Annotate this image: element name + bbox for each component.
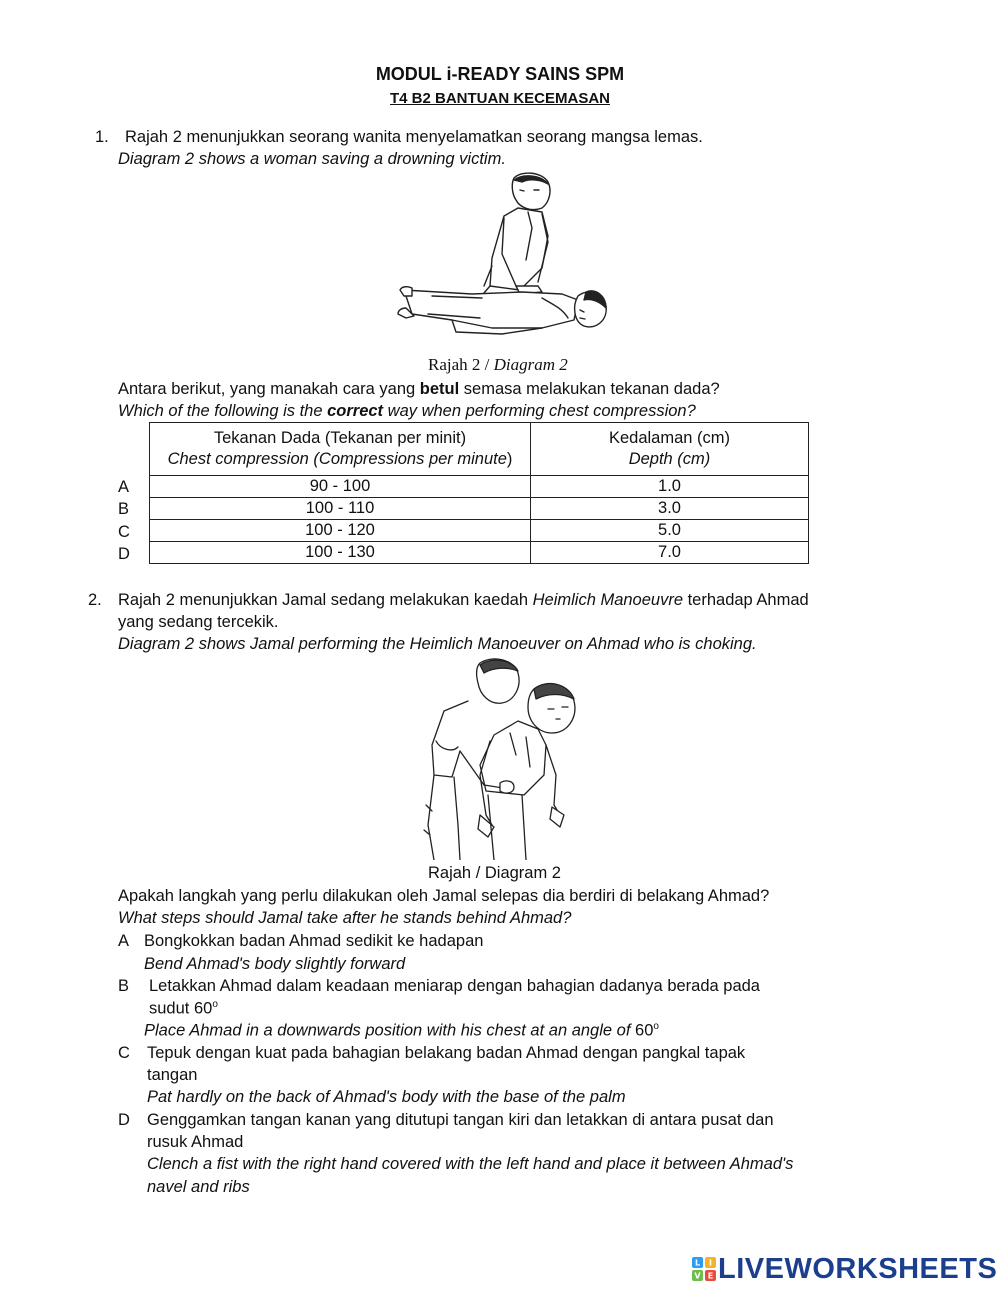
q2-option-b-en [144, 1021, 659, 1041]
table-cell-depth: 3.0 [531, 498, 809, 520]
table-row[interactable] [150, 542, 809, 564]
q2-option-c-letter[interactable]: C [118, 1044, 130, 1062]
q2-option-a-en: Bend Ahmad's body slightly forward [144, 955, 406, 973]
q2-prompt-ms: Apakah langkah yang perlu dilakukan oleh Jamal selepas dia berdiri di belakang Ahmad? [118, 887, 770, 905]
q1-prompt-en [118, 402, 696, 421]
table-row[interactable] [150, 520, 809, 542]
q2-option-c-ms-line1: Tepuk dengan kuat pada bahagian belakang badan Ahmad dengan pangkal tapak [147, 1044, 746, 1062]
q2-option-b-en-text: Place Ahmad in a downwards position with his chest at an angle of [144, 1021, 636, 1040]
table-header-rate [150, 423, 531, 476]
option-letter-c[interactable]: C [118, 523, 130, 541]
q2-option-d-ms-line2: rusuk Ahmad [147, 1133, 244, 1151]
q2-option-b-letter[interactable]: B [118, 977, 130, 995]
q2-number: 2. [88, 591, 102, 609]
logo-icon-letter: E [707, 1271, 714, 1281]
q1-prompt-ms [118, 380, 720, 399]
table-row[interactable] [150, 476, 809, 498]
q2-stem-ms-part2: terhadap Ahmad [683, 591, 809, 609]
q2-option-d-en-line1: Clench a fist with the right hand covered with the left hand and place it between Ahmad's [147, 1155, 794, 1173]
logo-icon-letter: I [709, 1258, 712, 1268]
q2-option-c-en: Pat hardly on the back of Ahmad's body with the base of the palm [147, 1088, 626, 1106]
q1-stem-en: Diagram 2 shows a woman saving a drowning victim. [118, 150, 506, 168]
option-letter-d[interactable]: D [118, 545, 130, 563]
q1-prompt-ms-part2: semasa melakukan tekanan dada? [459, 380, 720, 398]
q2-stem-ms-line2: yang sedang tercekik. [118, 613, 279, 631]
q2-option-a-ms: Bongkokkan badan Ahmad sedikit ke hadapan [144, 932, 484, 950]
option-letter-a[interactable]: A [118, 478, 130, 496]
q1-number: 1. [95, 128, 109, 146]
table-header-depth-en: Depth (cm) [628, 450, 711, 468]
table-cell-rate: 100 - 130 [150, 542, 531, 564]
q2-stem-en: Diagram 2 shows Jamal performing the Heimlich Manoeuver on Ahmad who is choking. [118, 635, 757, 653]
q1-options-table [149, 422, 809, 564]
q2-option-d-letter[interactable]: D [118, 1111, 130, 1129]
liveworksheets-logo-icon [692, 1257, 716, 1281]
q2-diagram-caption: Rajah / Diagram 2 [428, 864, 561, 882]
q1-prompt-ms-part1: Antara berikut, yang manakah cara yang [118, 380, 420, 398]
option-letter-b[interactable]: B [118, 500, 130, 518]
q2-option-b-ms-line1: Letakkan Ahmad dalam keadaan meniarap dengan bahagian dadanya berada pada [149, 977, 760, 995]
q2-option-c-ms-line2: tangan [147, 1066, 198, 1084]
table-header-rate-en-part2: Compressions per minute [318, 450, 507, 468]
page-title: MODUL i-READY SAINS SPM [375, 64, 625, 84]
q2-stem-ms-term: Heimlich Manoeuvre [532, 591, 684, 609]
q2-prompt-en: What steps should Jamal take after he stands behind Ahmad? [118, 909, 572, 927]
table-header-rate-en-part1: Chest compression ( [167, 450, 319, 468]
q1-caption-part-en: Diagram 2 [493, 355, 568, 374]
q2-option-b-en-angle: 60 [635, 1021, 654, 1040]
degree-symbol: o [653, 1021, 659, 1032]
cpr-illustration [392, 168, 614, 348]
q2-stem-ms-part1: Rajah 2 menunjukkan Jamal sedang melakukan kaedah [118, 591, 533, 609]
table-header-rate-ms: Tekanan Dada (Tekanan per minit) [213, 429, 467, 447]
table-row[interactable] [150, 498, 809, 520]
liveworksheets-logo[interactable] [692, 1252, 997, 1286]
table-cell-rate: 100 - 110 [150, 498, 531, 520]
liveworksheets-logo-text: LIVEWORKSHEETS [718, 1252, 998, 1285]
q1-caption-part-ms: Rajah 2 / [428, 355, 494, 374]
q1-prompt-ms-emphasis: betul [419, 380, 460, 398]
q1-stem-ms: Rajah 2 menunjukkan seorang wanita menyelamatkan seorang mangsa lemas. [125, 128, 703, 146]
table-header-depth-ms: Kedalaman (cm) [608, 429, 731, 447]
table-cell-rate: 90 - 100 [150, 476, 531, 498]
q1-prompt-en-emphasis: correct [327, 402, 384, 420]
q1-diagram-caption [428, 355, 568, 375]
q2-option-a-letter[interactable]: A [118, 932, 130, 950]
q1-prompt-en-part2: way when performing chest compression? [383, 402, 696, 420]
q2-option-b-ms-line2 [149, 999, 218, 1019]
logo-icon-letter: L [694, 1258, 701, 1268]
logo-icon-letter: V [694, 1271, 701, 1281]
table-cell-depth: 5.0 [531, 520, 809, 542]
q2-option-d-ms-line1: Genggamkan tangan kanan yang ditutupi tangan kiri dan letakkan di antara pusat dan [147, 1111, 774, 1129]
table-cell-depth: 7.0 [531, 542, 809, 564]
table-header-rate-en [150, 449, 530, 470]
table-cell-rate: 100 - 120 [150, 520, 531, 542]
degree-symbol: o [212, 999, 218, 1010]
q2-option-b-angle: sudut 60 [149, 999, 213, 1018]
heimlich-illustration [414, 655, 586, 860]
page-subtitle: T4 B2 BANTUAN KECEMASAN [389, 90, 610, 107]
table-cell-depth: 1.0 [531, 476, 809, 498]
q2-option-d-en-line2: navel and ribs [147, 1178, 250, 1196]
q1-prompt-en-part1: Which of the following is the [118, 402, 328, 420]
q2-stem-ms [118, 591, 809, 610]
table-header-rate-en-part3: ) [506, 450, 513, 468]
table-header-depth [531, 423, 809, 476]
